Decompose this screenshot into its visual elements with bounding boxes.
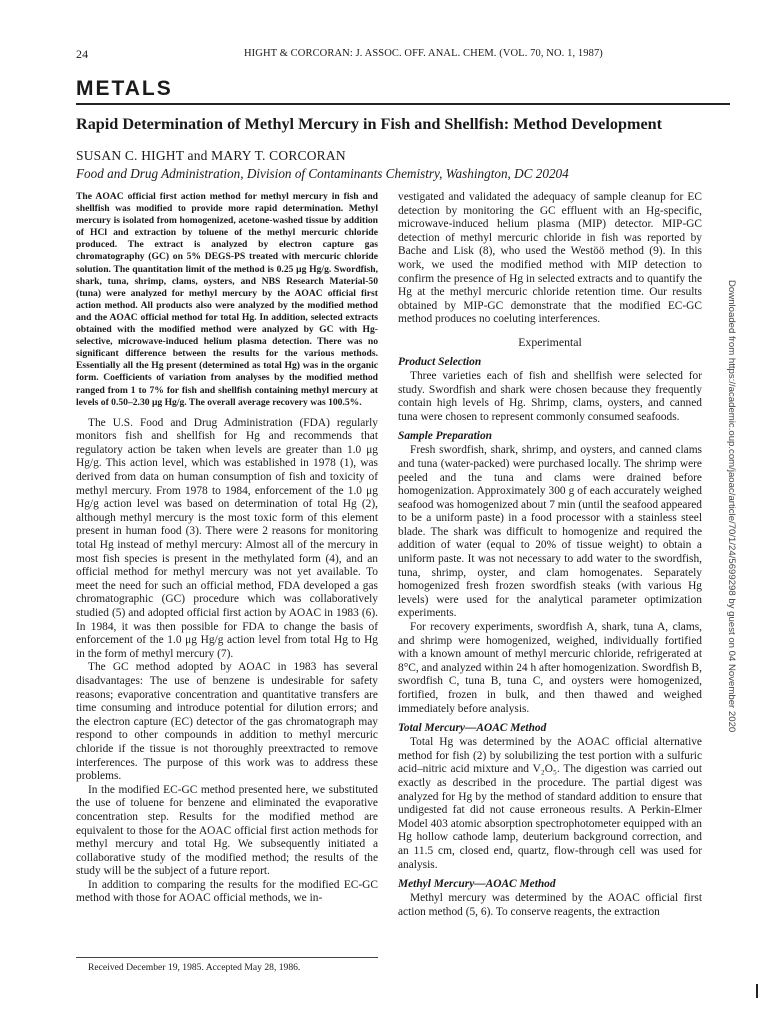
sample-preparation-paragraph-1: Fresh swordfish, shark, shrimp, and oysters, and canned clams and tuna (water-packed) were purchased locally. The shrimp were peeled and the tuna and clams were drained before homogenization. Approximately 300 g of each accurately weighed seafood was homogenized about 7 min (until the seafood appeared to be a uniform paste) in a food processor with a stainless steel blade. The shark was difficult to homogenize and required the addition of water (equal to 20% of tissue weight) to obtain a uniform paste. It was not necessary to add water to the swordfish, tuna, shrimp, oyster, and clam homogenates. Separately homogenized fresh frozen swordfish steaks (with various Hg levels) were used for the analytical parameter optimization experiments. (398, 444, 702, 620)
intro-paragraph-1: The U.S. Food and Drug Administration (FDA) regularly monitors fish and shellfish for Hg and recommends that regulatory action be taken when levels are greater than 1.0 μg Hg/g. This action level, which was established in 1978 (1), was derived from data on human consumption of fish and toxicity of methyl mercury. From 1978 to 1984, enforcement of the 1.0 μg Hg/g action level was based on determination of total Hg (2), although methyl mercury is the most toxic form of this element present in human food (3). There were 2 reasons for monitoring total Hg instead of methyl mercury: Almost all of the mercury in most fish species is present in the methylated form (4), and an official method for methyl mercury was not yet available. To meet the need for such an official method, FDA developed a gas chromatographic (GC) procedure which was collaboratively studied (5) and adopted official first action by AOAC in 1983 (6). In 1984, it was then possible for FDA to change the basis of enforcement of the 1.0 μg Hg/g action level from total Hg to Hg in the form of methyl mercury (7). (76, 416, 378, 660)
abstract: The AOAC official first action method for methyl mercury in fish and shellfish was modified to provide more rapid determination. Methyl mercury is isolated from homogenized, acetone-washed tissue by addition of HCl and extraction by toluene of the methyl mercuric chloride produced. The extract is analyzed by electron capture gas chromatography (GC) on 5% DEGS-PS treated with mercuric chloride solution. The quantitation limit of the method is 0.25 μg Hg/g. Swordfish, shark, tuna, shrimp, clams, oysters, and NBS Research Material-50 (tuna) were analyzed for methyl mercury by the AOAC official first action method. All products also were analyzed by the modified method and the AOAC official method for total Hg. In addition, selected extracts obtained with the modified method were analyzed by GC with Hg-selective, microwave-induced helium plasma detection. There was no significant difference between the results for the various methods. Essentially all the Hg present (determined as total Hg) was in the organic form. Coefficients of variation from analyses by the modified method ranged from 1 to 7% for fish and shellfish containing methyl mercury at levels of 0.50–2.30 μg Hg/g. The overall average recovery was 100.5%. (76, 191, 378, 408)
affiliation: Food and Drug Administration, Division of Contaminants Chemistry, Washington, DC 20204 (76, 166, 569, 181)
received-footnote: Received December 19, 1985. Accepted May 28, 1986. (88, 962, 301, 973)
methyl-mercury-heading: Methyl Mercury—AOAC Method (398, 878, 556, 891)
total-mercury-paragraph: Total Hg was determined by the AOAC official alternative method for fish (2) by solubilizing the test portion with a sulfuric acid–nitric acid mixture and V₂O₅. The digestion was carried out exactly as described in the procedure. The partial digest was analyzed for Hg by the method of standard addition to ensure that undigested fat did not cause erroneous results. A Perkin-Elmer Model 403 atomic absorption spectrophotometer equipped with an Hg hollow cathode lamp, deuterium background correction, and an 11.5 cm, closed end, quartz, flow-through cell was used for analysis. (398, 736, 702, 871)
product-selection-heading: Product Selection (398, 355, 482, 368)
intro-paragraph-3: In the modified EC-GC method presented here, we substituted the use of toluene for benzene and eliminated the evaporative concentration step. Results for the modified method are equivalent to those for the AOAC official first action methods for methyl mercury and total Hg. We subsequently initiated a collaborative study of the modified method; the results of the study will be the subject of a future report. (76, 783, 378, 878)
total-mercury-heading: Total Mercury—AOAC Method (398, 722, 547, 735)
journal-citation: HIGHT & CORCORAN: J. ASSOC. OFF. ANAL. CHEM. (VOL. 70, NO. 1, 1987) (244, 48, 603, 59)
right-column (398, 191, 702, 919)
sample-preparation-heading: Sample Preparation (398, 430, 492, 443)
running-header (76, 47, 730, 63)
authors: SUSAN C. HIGHT and MARY T. CORCORAN (76, 148, 346, 163)
download-watermark: Downloaded from https://academic.oup.com/jaoac/article/70/1/24/5699298 by guest on 04 November 2020 (726, 280, 737, 733)
sample-preparation-paragraph-2: For recovery experiments, swordfish A, shark, tuna A, clams, and shrimp were homogenized, weighed, individually fortified with a known amount of methyl mercuric chloride, refrigerated at 8°C, and analyzed within 24 h after homogenization. Swordfish B, swordfish C, tuna B, tuna C, and oysters were homogenized, fortified, frozen in bulk, and then thawed and weighed immediately before analysis. (398, 621, 702, 715)
intro-paragraph-2: The GC method adopted by AOAC in 1983 has several disadvantages: The use of benzene is undesirable for safety reasons; evaporative concentration and quantitative transfers are time consuming and introduce potential for dilution errors; and the electron capture (EC) detector of the gas chromatograph may respond to other compounds in addition to methyl mercuric chloride if the tissue is not thoroughly preextracted to remove interferences. The purpose of this work was to address these problems. (76, 661, 378, 783)
intro-continued: vestigated and validated the adequacy of sample cleanup for EC detection by monitoring the GC effluent with an Hg-specific, microwave-induced helium plasma (MIP) detector. MIP-GC detection of methyl mercuric chloride in fish was reported by Bache and Lisk (8), who used the Westöö method (9). In this work, we used the modified method with MIP detection to confirm the presence of Hg in selected extracts and to quantify the Hg at the methyl mercuric chloride retention time. Our results obtained by MIP-GC demonstrate that the modified EC-GC method produces no coeluting interferences. (398, 191, 702, 326)
section-title: METALS (76, 77, 173, 100)
experimental-heading: Experimental (518, 334, 582, 349)
methyl-mercury-paragraph: Methyl mercury was determined by the AOAC official first action method (5, 6). To conserve reagents, the extraction (398, 892, 702, 918)
margin-mark (756, 984, 758, 998)
page-number: 24 (76, 47, 89, 61)
article-title: Rapid Determination of Methyl Mercury in Fish and Shellfish: Method Development (76, 115, 663, 133)
product-selection-paragraph: Three varieties each of fish and shellfish were selected for study. Swordfish and shark were chosen because they frequently contain high levels of Hg. Shrimp, clams, oysters, and canned tuna were chosen to represent commonly consumed seafoods. (398, 369, 702, 423)
footnote-rule (76, 957, 378, 958)
section-rule (76, 103, 730, 105)
left-column (76, 191, 378, 906)
intro-paragraph-4: In addition to comparing the results for the modified EC-GC method with those for AOAC official methods, we in- (76, 878, 378, 905)
